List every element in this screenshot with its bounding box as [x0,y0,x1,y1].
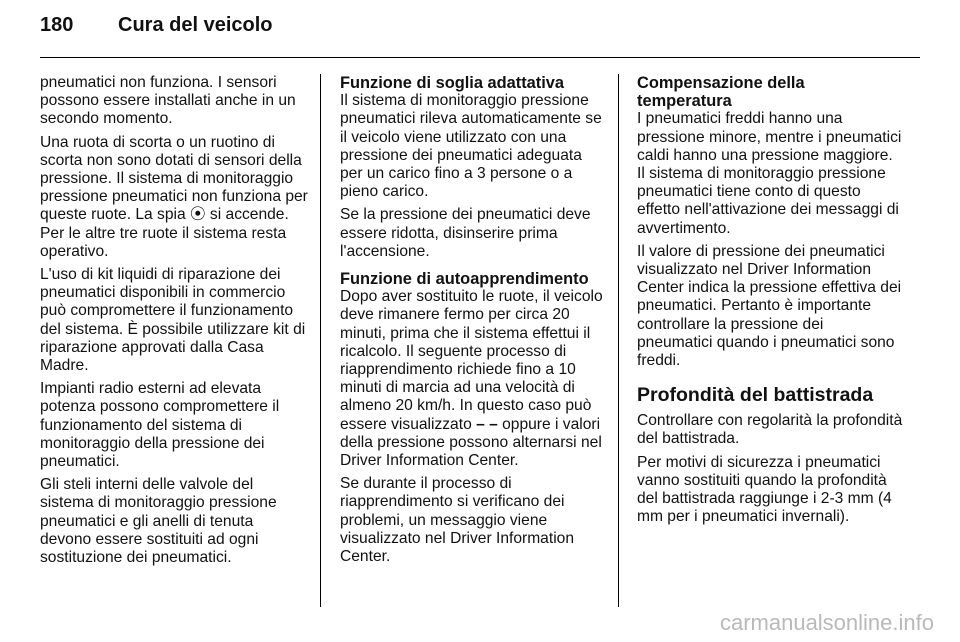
header-rule [40,57,920,58]
watermark: carmanualsonline.info [719,610,934,635]
paragraph: Impianti radio esterni ad elevata potenza possono compromettere il funzionamento del sistema di monitoraggio della pressione dei pneumatici. [40,380,280,471]
text-span: Dopo aver sostituito le ruote, il veicolo deve rimanere fermo per circa 20 minuti, prima che il sistema effettui il ricalcolo. Il seguente processo di riapprendimento richiede fino a 10 minuti di marcia ad una velocità di almeno 20 km/h. In questo caso può essere visualizzato [340,288,603,433]
paragraph: Il valore di pressione dei pneumatici visualizzato nel Driver Information Center indica la pressione effettiva dei pneumatici. Pertanto è importante controllare la pressione dei pneumatici quando i pneumatici sono freddi. [637,242,902,370]
chapter-heading: Profondità del battistrada [637,384,874,407]
paragraph: Controllare con regolarità la profondità del battistrada. [637,412,903,448]
paragraph: Il sistema di monitoraggio pressione pneumatici rileva automaticamente se il veicolo viene utilizzato con una pressione dei pneumatici adeguata per un carico fino a 3 persone o a pieno carico. [340,92,602,201]
column-3 [637,74,903,531]
text-span: Una ruota di scorta o un ruotino di scorta non sono dotati di sensori della pressione. Il sistema di monitoraggio pressione pneumatici non funziona per queste ruote. La spia [40,133,308,224]
column-divider [618,74,619,607]
paragraph: Per motivi di sicurezza i pneumatici vanno sostituiti quando la profondità del battistrada raggiunge i 2-3 mm (4 mm per i pneumatici invernali). [637,453,892,526]
tire-pressure-warning-icon: ⦿ [189,206,206,224]
page-header [40,14,273,50]
paragraph: pneumatici non funziona. I sensori possono essere installati anche in un secondo momento. [40,74,296,128]
paragraph: I pneumatici freddi hanno una pressione minore, mentre i pneumatici caldi hanno una pressione maggiore. Il sistema di monitoraggio pressione pneumatici tiene conto di questo effetto nell'attivazione dei messaggi di avvertimento. [637,110,902,237]
text-span: oppure i valori della pressione possono alternarsi nel Driver Information Center. [340,415,602,470]
paragraph: Se durante il processo di riapprendimento si verificano dei problemi, un messaggio viene visualizzato nel Driver Information Center. [340,475,574,566]
paragraph [340,288,606,470]
column-divider [320,74,321,607]
section-heading: Funzione di autoapprendimento [340,270,589,289]
paragraph: L'uso di kit liquidi di riparazione dei pneumatici disponibili in commercio può compromettere il funzionamento del sistema. È possibile utilizzare kit di riparazione approvati dalla Casa Madre. [40,266,306,375]
section-heading: Compensazione della temperatura [637,74,805,111]
page-title: Cura del veicolo [118,14,273,36]
section-heading: Funzione di soglia adattativa [340,74,565,92]
paragraph [40,134,308,261]
column-2 [340,74,606,571]
column-1 [40,74,308,572]
text-span: si accende. Per le altre tre ruote il sistema resta operativo. [40,206,289,260]
paragraph: Gli steli interni delle valvole del sistema di monitoraggio pressione pneumatici e gli anelli di tenuta devono essere sostituiti ad ogni sostituzione dei pneumatici. [40,476,277,567]
page-number: 180 [40,14,74,36]
dashes-symbol: – – [476,415,498,433]
paragraph: Se la pressione dei pneumatici deve essere ridotta, disinserire prima l'accensione. [340,206,591,260]
